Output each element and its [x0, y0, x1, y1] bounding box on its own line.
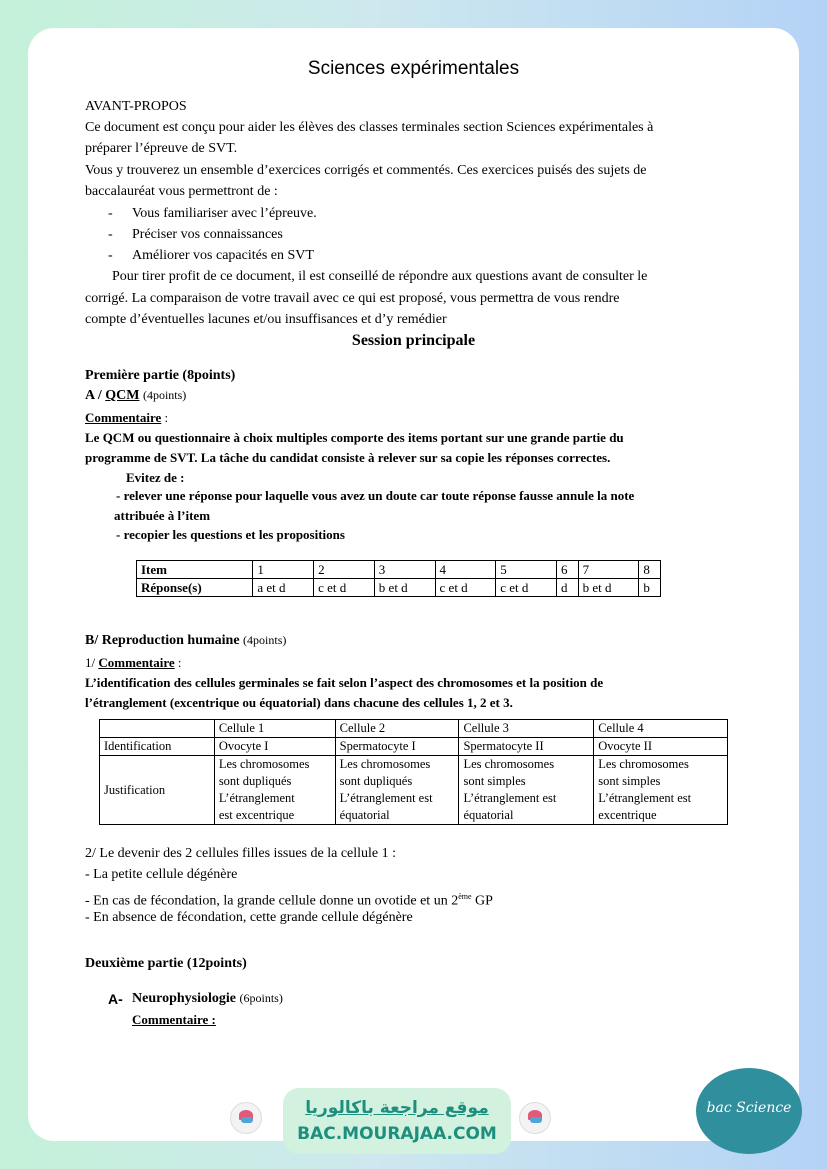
cell-line: sont simples — [598, 774, 661, 788]
q2-line2-sup: ème — [458, 892, 472, 901]
cell-line: sont simples — [463, 774, 526, 788]
table-cell: Spermatocyte II — [459, 738, 594, 756]
qcm-comment-line1: Le QCM ou questionnaire à choix multiples comporte des items portant sur une grande partie du — [85, 430, 624, 445]
bac-science-logo — [696, 1068, 802, 1154]
qcm-answer-table — [136, 560, 661, 597]
avant-propos-p2-line1: Vous y trouverez un ensemble d’exercices corrigés et commentés. Ces exercices puisés des sujets de — [85, 163, 647, 178]
avant-propos-p3-line2: corrigé. La comparaison de votre travail avec ce qui est proposé, vous permettra de vous rendre — [85, 291, 620, 306]
table-cell: c et d — [496, 579, 557, 597]
cell-line: sont dupliqués — [218, 774, 292, 788]
table-header-reponse: Réponse(s) — [137, 579, 253, 597]
table-cell — [335, 756, 459, 825]
table-cell — [214, 756, 335, 825]
list-item: Améliorer vos capacités en SVT — [132, 248, 314, 263]
table-cell: 7 — [578, 561, 639, 579]
reproduction-q1 — [85, 653, 182, 672]
site-logo-icon — [230, 1102, 262, 1134]
commentaire-label: Commentaire — [85, 410, 162, 425]
q2-line2-text: - En cas de fécondation, la grande cellule donne un ovotide et un 2 — [85, 893, 459, 909]
table-cell — [100, 720, 215, 738]
neuro-heading — [132, 988, 283, 1009]
cell-line: Les chromosomes — [463, 757, 555, 771]
site-logo-icon — [519, 1102, 551, 1134]
footer-banner[interactable] — [283, 1088, 511, 1154]
qcm-points: (4points) — [142, 388, 187, 402]
table-row — [100, 756, 728, 825]
table-cell: b — [639, 579, 661, 597]
q2-line2-gp: GP — [471, 893, 493, 909]
neuro-points: (6points) — [239, 991, 283, 1005]
avant-propos-p3-line3: compte d’éventuelles lacunes et/ou insuffisances et d’y remédier — [85, 312, 447, 327]
cell-line: L’étranglement est — [339, 791, 433, 805]
cell-line: équatorial — [339, 808, 390, 822]
avant-propos-heading: AVANT-PROPOS — [85, 99, 187, 114]
table-row — [100, 738, 728, 756]
qcm-heading — [85, 385, 186, 406]
avant-propos-p1-line2: préparer l’épreuve de SVT. — [85, 141, 238, 156]
commentaire-heading — [85, 408, 168, 427]
cell-line: Les chromosomes — [218, 757, 310, 771]
table-header: Cellule 3 — [459, 720, 594, 738]
table-header: Cellule 1 — [214, 720, 335, 738]
table-cell: d — [557, 579, 579, 597]
table-cell — [459, 756, 594, 825]
page-title: Sciences expérimentales — [307, 58, 520, 79]
list-item: Préciser vos connaissances — [132, 227, 283, 242]
cell-identification-table — [99, 719, 728, 825]
reproduction-q2: 2/ Le devenir des 2 cellules filles issues de la cellule 1 : — [85, 846, 397, 861]
cell-line: Les chromosomes — [339, 757, 431, 771]
avoid-item-1-line2: attribuée à l’item — [114, 508, 211, 523]
evitez-label: Evitez de : — [126, 470, 185, 485]
table-header-item: Item — [137, 561, 253, 579]
footer-arabic-title[interactable]: موقع مراجعة باكالوريا — [305, 1098, 489, 1118]
table-cell: Spermatocyte I — [335, 738, 459, 756]
session-heading: Session principale — [351, 332, 476, 349]
table-cell: b et d — [374, 579, 435, 597]
qcm-comment-line2: programme de SVT. La tâche du candidat consiste à relever sur sa copie les réponses correctes. — [85, 450, 611, 465]
avoid-item-1-line1: - relever une réponse pour laquelle vous avez un doute car toute réponse fausse annule la note — [116, 488, 635, 503]
table-cell: 3 — [374, 561, 435, 579]
commentaire-colon: : — [161, 410, 169, 425]
table-header: Cellule 2 — [335, 720, 459, 738]
cell-line: équatorial — [463, 808, 514, 822]
cell-line: Les chromosomes — [598, 757, 689, 771]
table-cell: c et d — [314, 579, 375, 597]
neuro-label: A- — [108, 991, 123, 1007]
premiere-partie-heading: Première partie (8points) — [85, 368, 236, 383]
table-cell: a et d — [253, 579, 314, 597]
bullet-mark: - — [108, 227, 113, 242]
q2-line3: - En absence de fécondation, cette grande cellule dégénère — [85, 910, 413, 925]
table-cell: 8 — [639, 561, 661, 579]
table-cell: 2 — [314, 561, 375, 579]
footer-url-link[interactable]: BAC.MOURAJAA.COM — [297, 1124, 497, 1144]
table-row — [137, 579, 661, 597]
bac-science-logo-text: bac Science — [706, 1100, 792, 1116]
row-label-justification: Justification — [100, 756, 215, 825]
commentaire-colon: : — [174, 655, 182, 670]
table-cell: 6 — [557, 561, 579, 579]
cell-line: excentrique — [598, 808, 657, 822]
avant-propos-p2-line2: baccalauréat vous permettront de : — [85, 184, 278, 199]
table-cell: b et d — [578, 579, 639, 597]
table-cell: 5 — [496, 561, 557, 579]
reproduction-comment-line2: l’étranglement (excentrique ou équatorial) dans chacune des cellules 1, 2 et 3. — [85, 695, 513, 710]
list-item: Vous familiariser avec l’épreuve. — [132, 206, 317, 221]
cell-line: L’étranglement est — [598, 791, 692, 805]
cell-line: L’étranglement — [218, 791, 295, 805]
avoid-item-2: - recopier les questions et les propositions — [116, 527, 345, 542]
cell-line: est excentrique — [218, 808, 295, 822]
table-cell: 1 — [253, 561, 314, 579]
table-cell: 4 — [435, 561, 496, 579]
reproduction-points: (4points) — [243, 633, 287, 647]
bullet-mark: - — [108, 248, 113, 263]
q2-line1: - La petite cellule dégénère — [85, 867, 238, 882]
table-cell: Ovocyte II — [594, 738, 728, 756]
table-cell: Ovocyte I — [214, 738, 335, 756]
reproduction-title: B/ Reproduction humaine — [85, 633, 240, 648]
table-row — [137, 561, 661, 579]
qcm-prefix: A / — [85, 388, 106, 403]
qcm-label: QCM — [105, 388, 140, 403]
reproduction-heading — [85, 630, 286, 651]
cell-line: sont dupliqués — [339, 774, 413, 788]
q1-prefix: 1/ — [85, 655, 99, 670]
deuxieme-partie-heading: Deuxième partie (12points) — [85, 956, 247, 971]
table-row — [100, 720, 728, 738]
avant-propos-p3-line1: Pour tirer profit de ce document, il est conseillé de répondre aux questions avant de consulter le — [112, 269, 648, 284]
cell-line: L’étranglement est — [463, 791, 557, 805]
table-cell — [594, 756, 728, 825]
row-label-identification: Identification — [100, 738, 215, 756]
table-cell: c et d — [435, 579, 496, 597]
document-page — [28, 28, 799, 1141]
reproduction-comment-line1: L’identification des cellules germinales se fait selon l’aspect des chromosomes et la position de — [85, 675, 604, 690]
neuro-title: Neurophysiologie — [132, 991, 236, 1006]
neuro-commentaire: Commentaire : — [132, 1012, 216, 1027]
table-header: Cellule 4 — [594, 720, 728, 738]
avant-propos-p1-line1: Ce document est conçu pour aider les élèves des classes terminales section Sciences expérimentales à — [85, 120, 654, 135]
bullet-mark: - — [108, 206, 113, 221]
commentaire-label: Commentaire — [98, 655, 175, 670]
